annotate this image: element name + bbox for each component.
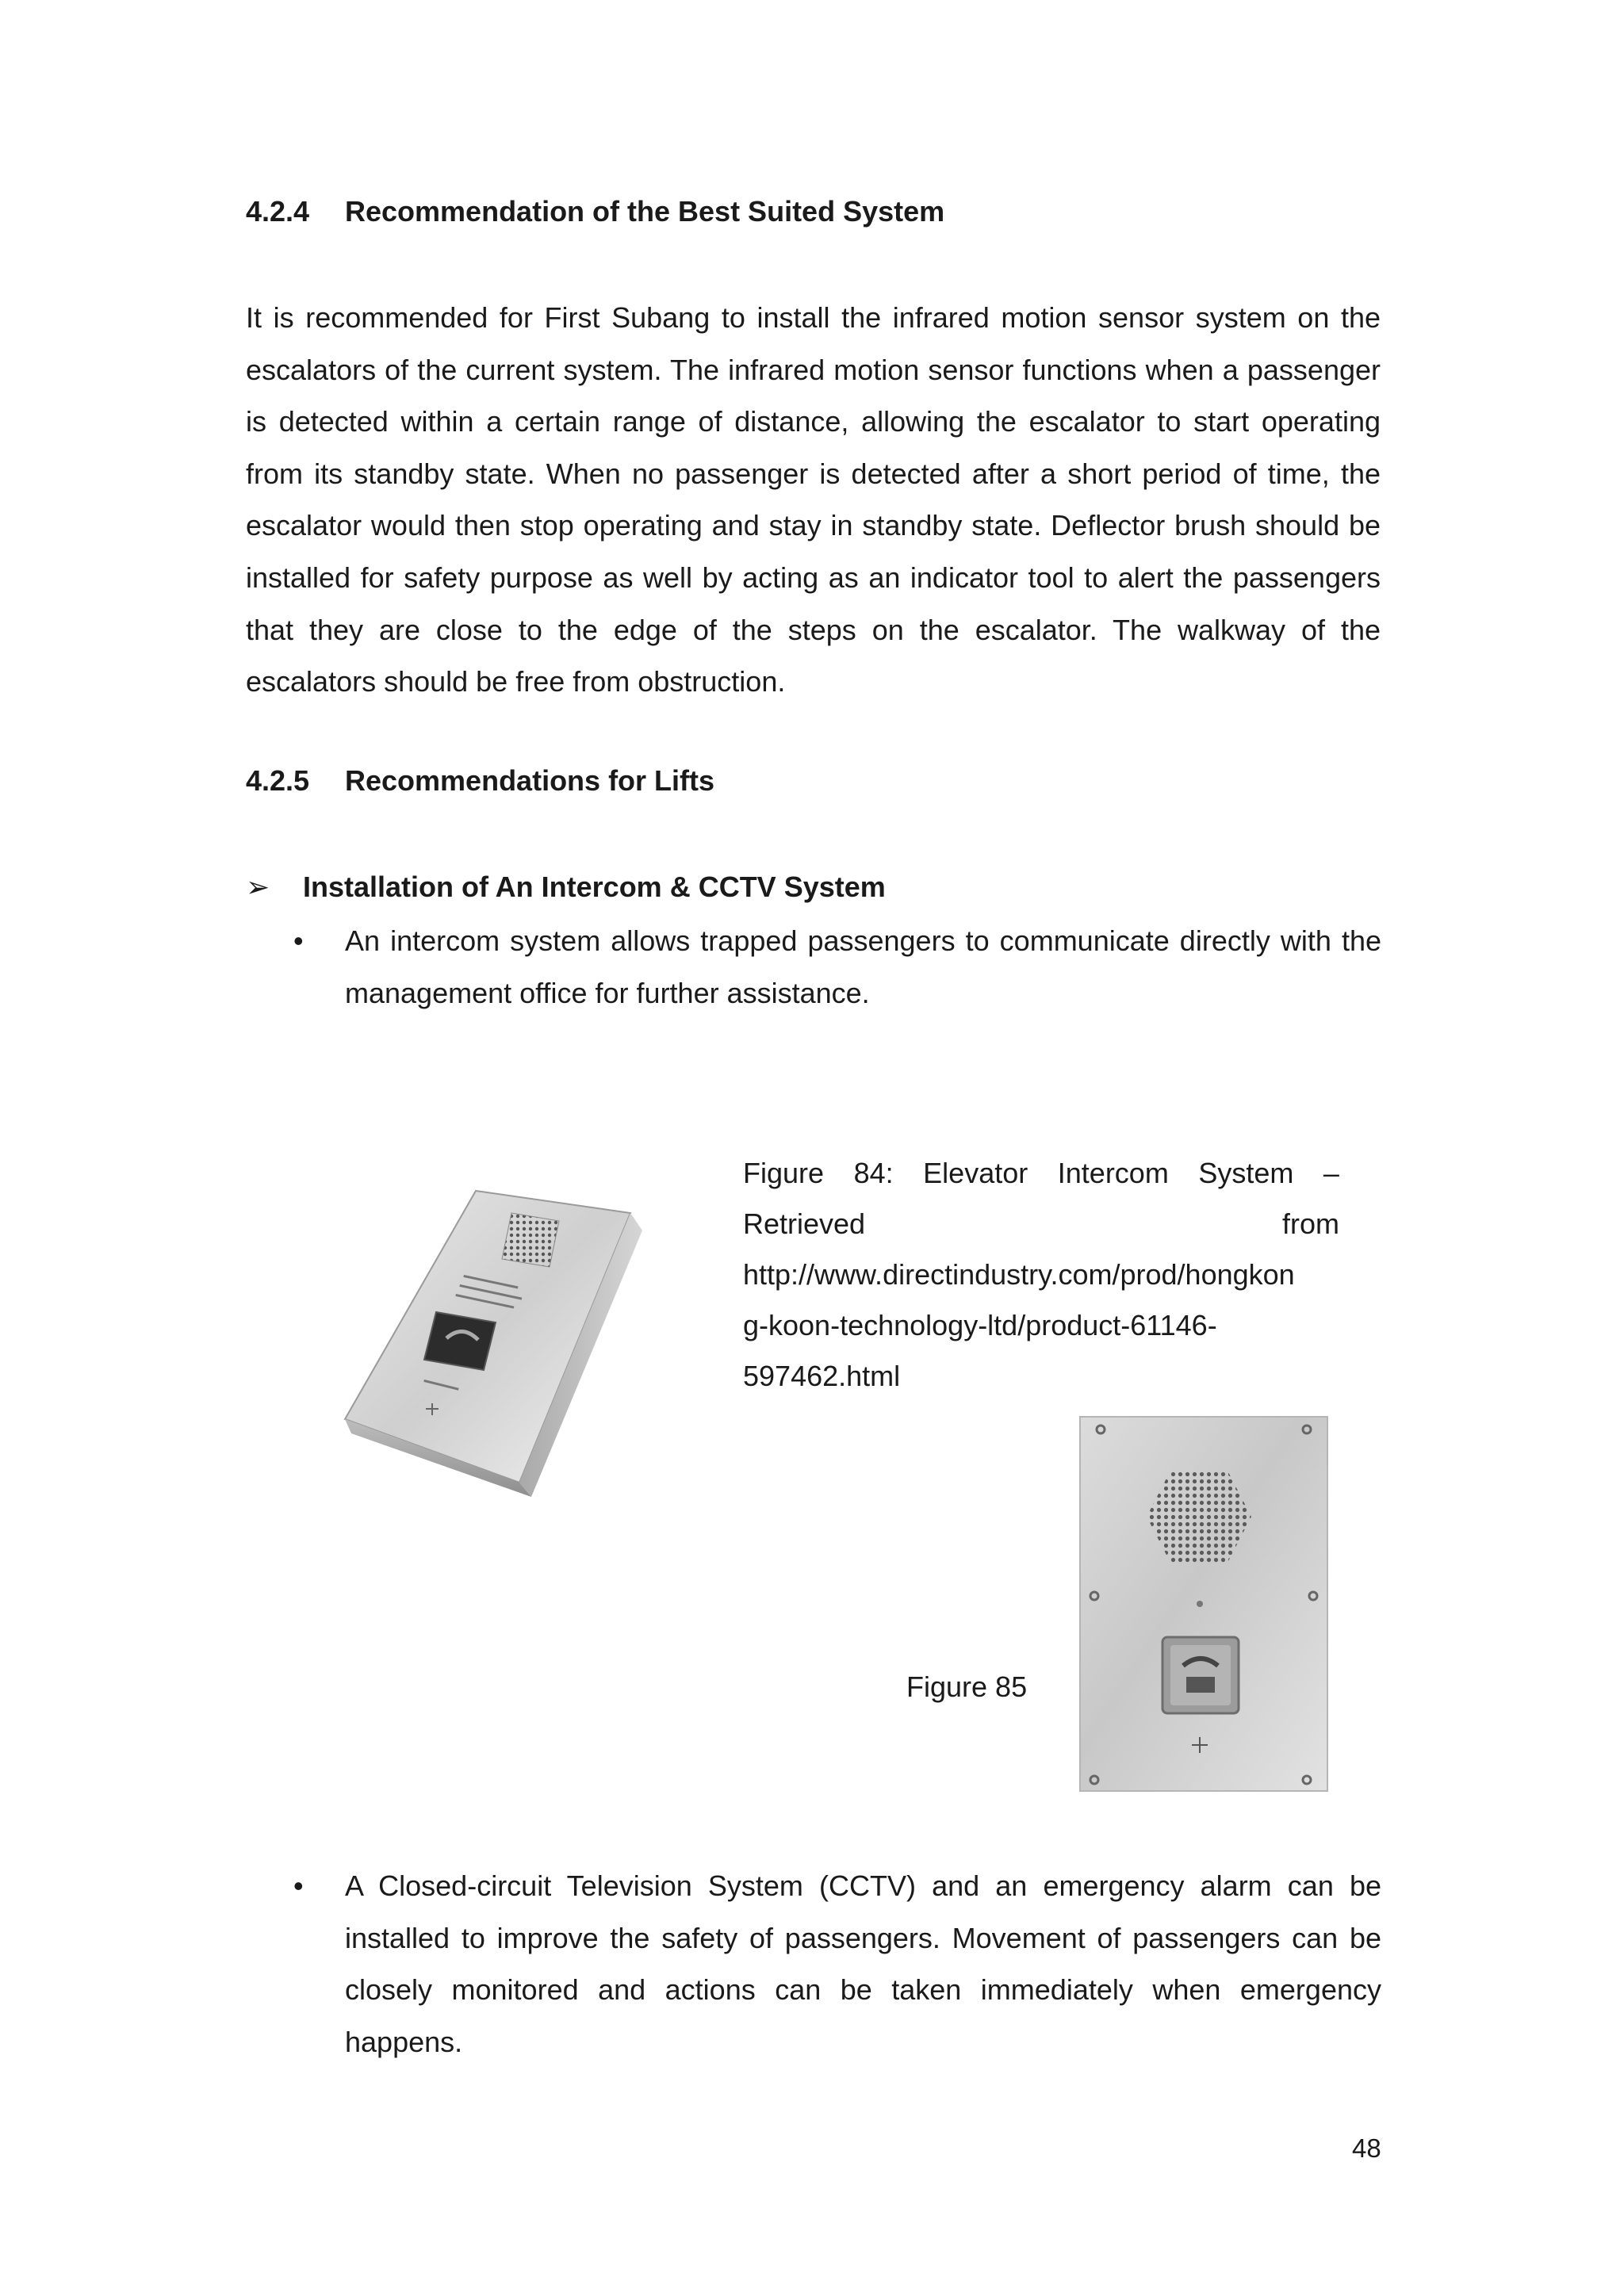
caption-url-line: 597462.html	[743, 1360, 901, 1392]
caption-url-line: g-koon-technology-ltd/product-61146-	[743, 1309, 1217, 1341]
caption-word: System	[1198, 1157, 1294, 1189]
list-item-text: A Closed-circuit Television System (CCTV) and an emergency alarm can be installed to improve the safety of passengers. Movement of passengers can be closely monitored and actions can be taken immediately when emergency happens.	[345, 1869, 1381, 2058]
figure-85-image	[1077, 1414, 1331, 1794]
caption-line-2	[743, 1199, 1339, 1249]
subsection-title: Installation of An Intercom & CCTV System	[303, 871, 886, 903]
subsection-heading	[246, 870, 886, 905]
caption-word: from	[1282, 1207, 1339, 1240]
recommendation-paragraph: It is recommended for First Subang to install the infrared motion sensor system on the escalators of the current system. The infrared motion sensor functions when a passenger is detected within a certain range of distance, allowing the escalator to start operating from its standby state. When no passenger is detected after a short period of time, the escalator would then stop operating and stay in standby state. Deflector brush should be installed for safety purpose as well by acting as an indicator tool to alert the passengers that they are close to the edge of the steps on the escalator. The walkway of the escalators should be free from obstruction.	[246, 301, 1381, 698]
section-heading-4-2-4	[246, 194, 944, 229]
caption-word: 84:	[853, 1157, 894, 1189]
caption-word: Figure	[743, 1157, 825, 1189]
section-title: Recommendations for Lifts	[345, 764, 715, 797]
section-number: 4.2.4	[246, 195, 310, 228]
list-item	[293, 915, 1381, 1019]
figure-84-image	[337, 1181, 646, 1498]
list-item-text: An intercom system allows trapped passengers to communicate directly with the management office for further assistance.	[345, 924, 1381, 1009]
caption-word: Elevator	[923, 1157, 1028, 1189]
bullet-icon: •	[293, 924, 304, 957]
page-number: 48	[1352, 2133, 1381, 2163]
caption-word: Retrieved	[743, 1207, 866, 1240]
section-title: Recommendation of the Best Suited System	[345, 195, 945, 228]
caption-url-line: http://www.directindustry.com/prod/hongkon	[743, 1258, 1295, 1291]
caption-word: –	[1323, 1157, 1339, 1189]
arrow-bullet-icon: ➢	[246, 871, 270, 903]
figure-85-label: Figure 85	[906, 1670, 1028, 1703]
caption-word: Intercom	[1057, 1157, 1169, 1189]
bullet-icon: •	[293, 1869, 304, 1902]
section-heading-4-2-5	[246, 763, 714, 798]
section-number: 4.2.5	[246, 764, 310, 797]
figure-84-caption	[743, 1148, 1339, 1402]
caption-line-1	[743, 1148, 1339, 1199]
list-item	[293, 1860, 1381, 2068]
